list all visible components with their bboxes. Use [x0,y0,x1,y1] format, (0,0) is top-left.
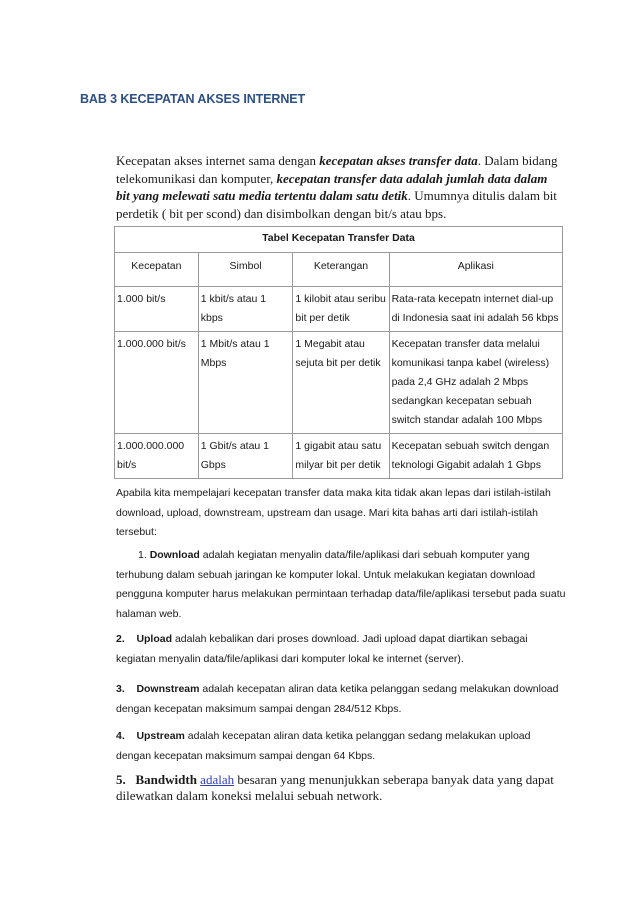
cell-keterangan: 1 kilobit atau seribu bit per detik [293,287,389,332]
header-kecepatan: Kecepatan [115,253,199,287]
speed-table [114,226,563,479]
upload-paragraph [116,630,566,669]
cell-kecepatan: 1.000.000.000 bit/s [115,434,199,479]
adalah-link[interactable]: adalah [200,772,235,787]
bandwidth-term: Bandwidth [135,772,197,787]
download-paragraph [116,546,566,624]
terms-intro-paragraph: Apabila kita mempelajari kecepatan transfer data maka kita tidak akan lepas dari istilah-istilah download, upload, downstream, upstream dan usage. Mari kita bahas arti dari istilah-istilah tersebut: [116,487,551,538]
cell-aplikasi: Kecepatan transfer data melalui komunikasi tanpa kabel (wireless) pada 2,4 GHz adalah 2 Mbps sedangkan kecepatan sebuah switch standar adalah 100 Mbps [389,332,562,434]
cell-aplikasi: Kecepatan sebuah switch dengan teknologi Gigabit adalah 1 Gbps [389,434,562,479]
upstream-term: Upstream [136,730,185,742]
table-row [115,287,563,332]
upload-number: 2. [116,633,125,645]
download-text: adalah kegiatan menyalin data/file/aplikasi dari sebuah komputer yang terhubung dalam sebuah jaringan ke komputer lokal. Untuk melakukan kegiatan download pengguna komputer harus melakukan permintaan terhadap data/file/aplikasi tersebut pada suatu halaman web. [116,549,566,620]
download-number: 1. [138,549,147,561]
upstream-text: adalah kecepatan aliran data ketika pelanggan sedang melakukan upload dengan kecepatan maksimum sampai dengan 64 Kbps. [116,730,531,762]
cell-aplikasi: Rata-rata kecepatn internet dial-up di Indonesia saat ini adalah 56 kbps [389,287,562,332]
cell-simbol: 1 kbit/s atau 1 kbps [198,287,293,332]
downstream-text: adalah kecepatan aliran data ketika pelanggan sedang melakukan download dengan kecepatan maksimum sampai dengan 284/512 Kbps. [116,683,559,715]
intro-paragraph [116,152,564,222]
intro-text-2: . Dalam bidang telekomunikasi dan komputer, [116,153,558,186]
chapter-heading: BAB 3 KECEPATAN AKSES INTERNET [80,92,306,106]
downstream-term: Downstream [136,683,200,695]
bandwidth-text: besaran yang menunjukkan seberapa banyak data yang dapat dilewatkan dalam koneksi melalui sebuah network. [116,772,554,803]
cell-kecepatan: 1.000 bit/s [115,287,199,332]
cell-simbol: 1 Gbit/s atau 1 Gbps [198,434,293,479]
upload-term: Upload [136,633,173,645]
cell-keterangan: 1 gigabit atau satu milyar bit per detik [293,434,389,479]
cell-simbol: 1 Mbit/s atau 1 Mbps [198,332,293,434]
downstream-paragraph [116,680,566,719]
upstream-number: 4. [116,730,125,742]
downstream-number: 3. [116,683,125,695]
upstream-paragraph [116,727,566,766]
cell-keterangan: 1 Megabit atau sejuta bit per detik [293,332,389,434]
intro-emphasis-1: kecepatan akses transfer data [319,153,478,168]
table-header-row [115,253,563,287]
header-keterangan: Keterangan [293,253,389,287]
bandwidth-paragraph [116,772,566,804]
header-simbol: Simbol [198,253,293,287]
bandwidth-number: 5. [116,772,126,787]
intro-text-3: . Umumnya ditulis dalam bit perdetik ( bit per scond) dan disimbolkan dengan bit/s atau bps. [116,188,557,221]
table-caption: Tabel Kecepatan Transfer Data [115,227,563,253]
intro-text-1: Kecepatan akses internet sama dengan [116,153,320,168]
download-term: Download [149,549,200,561]
header-aplikasi: Aplikasi [389,253,562,287]
intro-emphasis-2: kecepatan transfer data adalah jumlah data dalam bit yang melewati satu media tertentu dalam satu detik [116,170,548,204]
upload-text: adalah kebalikan dari proses download. Jadi upload dapat diartikan sebagai kegiatan menyalin data/file/aplikasi dari komputer lokal ke internet (server). [116,633,528,665]
table-row [115,332,563,434]
cell-kecepatan: 1.000.000 bit/s [115,332,199,434]
table-row [115,434,563,479]
